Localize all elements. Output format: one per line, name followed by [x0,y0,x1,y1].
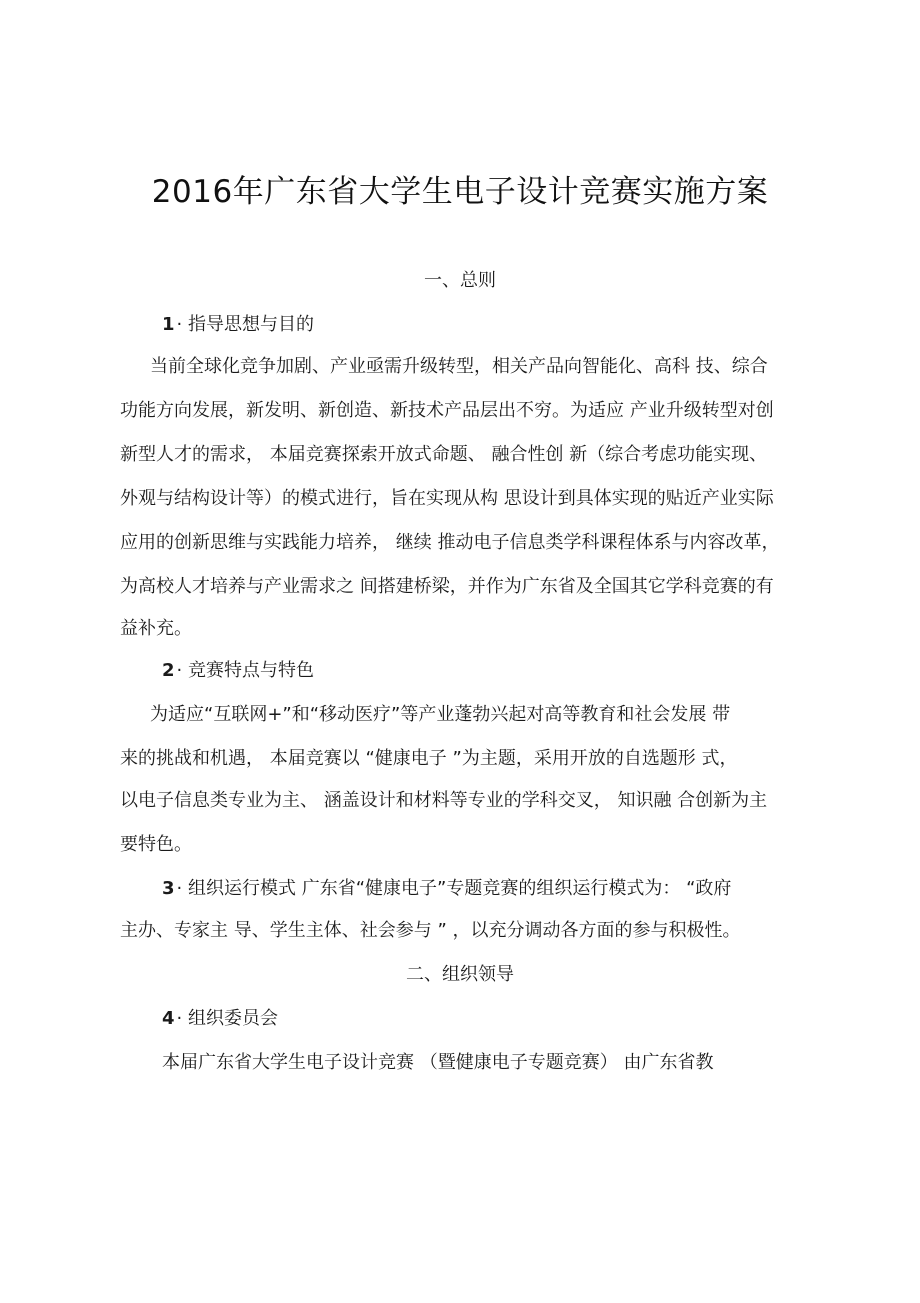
paragraph-line: 外观与结构设计等）的模式进行，旨在实现从构 思设计到具体实现的贴近产业实际 [120,488,774,509]
paragraph-line: 为适应“互联网+”和“移动医疗”等产业蓬勃兴起对高等教育和社会发展 带 [150,704,731,725]
section-heading-organization: 二、组织领导 [406,964,514,985]
paragraph-line: 益补充。 [120,618,192,639]
paragraph-line: 新型人才的需求， 本届竞赛探索开放式命题、 融合性创 新（综合考虑功能实现、 [120,444,768,465]
item-1-heading [162,310,314,336]
paragraph-line: 为高校人才培养与产业需求之 间搭建桥梁，并作为广东省及全国其它学科竞赛的有 [120,576,774,597]
paragraph-line: 主办、专家主 导、学生主体、社会参与 ” ，以充分调动各方面的参与积极性。 [120,920,741,941]
item-4-heading [162,1004,278,1030]
document-title: 2016年广东省大学生电子设计竞赛实施方案 [151,174,769,210]
paragraph-line: 来的挑战和机遇， 本届竞赛以 “健康电子 ”为主题，采用开放的自选题形 式， [120,748,738,769]
item-3-heading [162,874,731,900]
item-2-heading [162,656,314,682]
item-number: 3 [162,878,175,899]
item-label: · 组织运行模式 广东省“健康电子”专题竞赛的组织运行模式为： “政府 [176,878,732,899]
item-label: · 组织委员会 [176,1008,278,1029]
paragraph-line: 功能方向发展，新发明、新创造、新技术产品层出不穷。为适应 产业升级转型对创 [120,400,774,421]
item-number: 4 [162,1008,175,1029]
paragraph-line: 应用的创新思维与实践能力培养， 继续 推动电子信息类学科课程体系与内容改革， [120,532,780,553]
item-label: · 竞赛特点与特色 [176,660,314,681]
paragraph-line: 要特色。 [120,834,192,855]
item-number: 2 [162,660,175,681]
item-label: · 指导思想与目的 [176,314,314,335]
paragraph-line: 以电子信息类专业为主、 涵盖设计和材料等专业的学科交叉， 知识融 合创新为主 [120,790,768,811]
paragraph-line: 本届广东省大学生电子设计竞赛 （暨健康电子专题竞赛） 由广东省教 [162,1052,714,1073]
section-heading-general: 一、总则 [424,270,496,291]
paragraph-line: 当前全球化竞争加剧、产业亟需升级转型，相关产品向智能化、高科 技、综合 [150,356,768,377]
item-number: 1 [162,314,175,335]
